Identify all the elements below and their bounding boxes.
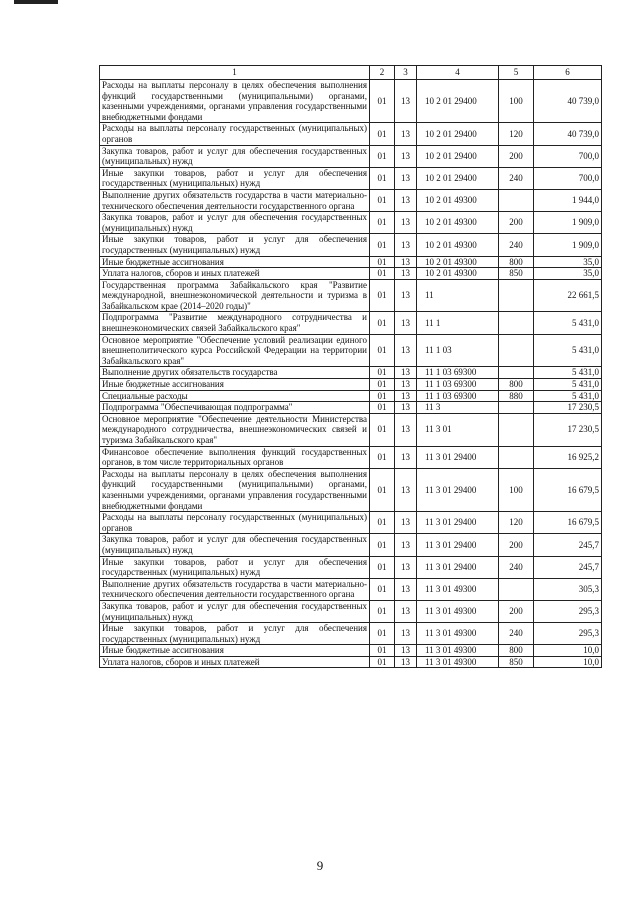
row-expense-type (499, 578, 534, 600)
row-subsection: 13 (395, 312, 417, 334)
row-expense-type: 100 (499, 80, 534, 123)
header-cell: 1 (100, 66, 370, 80)
row-expense-type (499, 312, 534, 334)
row-amount: 5 431,0 (534, 390, 602, 402)
row-subsection: 13 (395, 534, 417, 556)
table-row (100, 512, 602, 534)
row-section: 01 (370, 379, 395, 391)
row-section: 01 (370, 468, 395, 511)
row-description: Специальные расходы (100, 390, 370, 402)
table-row (100, 468, 602, 511)
row-target-article: 11 3 01 29400 (417, 446, 499, 468)
row-description: Закупка товаров, работ и услуг для обеспечения государственных (муниципальных) нужд (100, 534, 370, 556)
row-target-article: 10 2 01 49300 (417, 234, 499, 256)
row-section: 01 (370, 402, 395, 414)
row-amount: 40 739,0 (534, 123, 602, 145)
row-description: Основное мероприятие "Обеспечение условий реализации единого внешнеполитического курса Российской Федерации на территории Забайкальского края" (100, 334, 370, 367)
row-target-article: 11 1 03 (417, 334, 499, 367)
row-amount: 295,3 (534, 600, 602, 622)
table-row (100, 334, 602, 367)
row-amount: 5 431,0 (534, 312, 602, 334)
row-expense-type: 850 (499, 268, 534, 280)
row-amount: 5 431,0 (534, 367, 602, 379)
table-row (100, 556, 602, 578)
row-description: Подпрограмма "Развитие международного сотрудничества и внешнеэкономических связей Забайкальского края" (100, 312, 370, 334)
row-subsection: 13 (395, 402, 417, 414)
table-row (100, 379, 602, 391)
row-section: 01 (370, 80, 395, 123)
row-section: 01 (370, 645, 395, 657)
table-row (100, 279, 602, 312)
row-amount: 5 431,0 (534, 334, 602, 367)
header-cell: 4 (417, 66, 499, 80)
row-amount: 17 230,5 (534, 402, 602, 414)
row-amount: 245,7 (534, 534, 602, 556)
table-row (100, 167, 602, 189)
row-subsection: 13 (395, 268, 417, 280)
row-section: 01 (370, 446, 395, 468)
row-description: Финансовое обеспечение выполнения функций государственных органов, в том числе территориальных органов (100, 446, 370, 468)
row-section: 01 (370, 556, 395, 578)
row-description: Иные бюджетные ассигнования (100, 645, 370, 657)
table-row (100, 234, 602, 256)
row-expense-type: 800 (499, 379, 534, 391)
table-row (100, 402, 602, 414)
row-expense-type: 200 (499, 212, 534, 234)
table-row (100, 212, 602, 234)
row-target-article: 11 3 01 29400 (417, 534, 499, 556)
row-expense-type: 850 (499, 656, 534, 668)
table-row (100, 312, 602, 334)
table-row (100, 578, 602, 600)
row-amount: 40 739,0 (534, 80, 602, 123)
row-amount: 5 431,0 (534, 379, 602, 391)
row-expense-type: 120 (499, 512, 534, 534)
table-row (100, 623, 602, 645)
row-description: Иные закупки товаров, работ и услуг для обеспечения государственных (муниципальных) нужд (100, 623, 370, 645)
table-row (100, 80, 602, 123)
row-target-article: 11 3 01 29400 (417, 512, 499, 534)
row-expense-type: 120 (499, 123, 534, 145)
row-amount: 16 925,2 (534, 446, 602, 468)
row-target-article: 11 1 03 69300 (417, 379, 499, 391)
row-expense-type (499, 402, 534, 414)
row-subsection: 13 (395, 279, 417, 312)
row-target-article: 11 1 03 69300 (417, 390, 499, 402)
row-expense-type (499, 334, 534, 367)
row-target-article: 11 3 01 (417, 413, 499, 446)
row-target-article: 10 2 01 29400 (417, 145, 499, 167)
row-subsection: 13 (395, 556, 417, 578)
row-description: Иные бюджетные ассигнования (100, 379, 370, 391)
row-amount: 245,7 (534, 556, 602, 578)
row-subsection: 13 (395, 600, 417, 622)
page-number: 9 (316, 858, 324, 873)
row-amount: 16 679,5 (534, 468, 602, 511)
row-subsection: 13 (395, 645, 417, 657)
row-section: 01 (370, 512, 395, 534)
row-amount: 22 661,5 (534, 279, 602, 312)
row-description: Закупка товаров, работ и услуг для обеспечения государственных (муниципальных) нужд (100, 145, 370, 167)
row-target-article: 11 (417, 279, 499, 312)
row-amount: 10,0 (534, 645, 602, 657)
row-subsection: 13 (395, 256, 417, 268)
row-expense-type: 200 (499, 600, 534, 622)
table-row (100, 600, 602, 622)
row-section: 01 (370, 123, 395, 145)
row-subsection: 13 (395, 578, 417, 600)
table-row (100, 367, 602, 379)
corner-mark (14, 0, 58, 4)
table-row (100, 123, 602, 145)
row-subsection: 13 (395, 189, 417, 211)
row-description: Расходы на выплаты персоналу государственных (муниципальных) органов (100, 512, 370, 534)
header-cell: 5 (499, 66, 534, 80)
row-expense-type: 240 (499, 234, 534, 256)
row-section: 01 (370, 623, 395, 645)
row-description: Выполнение других обязательств государства в части материально-технического обеспечения деятельности государственного органа (100, 578, 370, 600)
row-amount: 1 944,0 (534, 189, 602, 211)
row-target-article: 11 3 01 49300 (417, 656, 499, 668)
row-target-article: 10 2 01 49300 (417, 256, 499, 268)
row-description: Расходы на выплаты персоналу в целях обеспечения выполнения функций государственными (муниципальными) органами, казенными учреждениями, органами управления государственными внебюджетными фондами (100, 468, 370, 511)
table-row (100, 446, 602, 468)
row-subsection: 13 (395, 379, 417, 391)
row-section: 01 (370, 189, 395, 211)
table-row (100, 189, 602, 211)
row-expense-type: 800 (499, 645, 534, 657)
row-description: Расходы на выплаты персоналу государственных (муниципальных) органов (100, 123, 370, 145)
row-expense-type (499, 413, 534, 446)
header-cell: 3 (395, 66, 417, 80)
row-amount: 16 679,5 (534, 512, 602, 534)
row-amount: 700,0 (534, 167, 602, 189)
row-description: Государственная программа Забайкальского края "Развитие международной, внешнеэкономической деятельности и туризма в Забайкальском крае (2014–2020 годы)" (100, 279, 370, 312)
row-amount: 295,3 (534, 623, 602, 645)
row-description: Иные закупки товаров, работ и услуг для обеспечения государственных (муниципальных) нужд (100, 167, 370, 189)
table-row (100, 268, 602, 280)
row-amount: 35,0 (534, 256, 602, 268)
row-amount: 35,0 (534, 268, 602, 280)
row-description: Иные закупки товаров, работ и услуг для обеспечения государственных (муниципальных) нужд (100, 234, 370, 256)
row-target-article: 11 3 01 49300 (417, 578, 499, 600)
row-section: 01 (370, 312, 395, 334)
row-section: 01 (370, 268, 395, 280)
row-target-article: 10 2 01 49300 (417, 189, 499, 211)
row-section: 01 (370, 212, 395, 234)
row-description: Уплата налогов, сборов и иных платежей (100, 268, 370, 280)
row-description: Закупка товаров, работ и услуг для обеспечения государственных (муниципальных) нужд (100, 212, 370, 234)
row-subsection: 13 (395, 123, 417, 145)
row-section: 01 (370, 145, 395, 167)
table-row (100, 145, 602, 167)
row-description: Основное мероприятие "Обеспечение деятельности Министерства международного сотрудничества, внешнеэкономических связей и туризма Забайкальского края" (100, 413, 370, 446)
row-section: 01 (370, 534, 395, 556)
row-target-article: 11 3 01 29400 (417, 468, 499, 511)
table-row (100, 645, 602, 657)
row-target-article: 11 3 (417, 402, 499, 414)
row-section: 01 (370, 167, 395, 189)
row-target-article: 10 2 01 29400 (417, 80, 499, 123)
row-description: Иные закупки товаров, работ и услуг для обеспечения государственных (муниципальных) нужд (100, 556, 370, 578)
row-expense-type: 240 (499, 556, 534, 578)
row-subsection: 13 (395, 656, 417, 668)
table-row (100, 256, 602, 268)
row-section: 01 (370, 256, 395, 268)
row-target-article: 11 3 01 49300 (417, 645, 499, 657)
row-target-article: 10 2 01 49300 (417, 268, 499, 280)
header-cell: 2 (370, 66, 395, 80)
row-description: Расходы на выплаты персоналу в целях обеспечения выполнения функций государственными (муниципальными) органами, казенными учреждениями, органами управления государственными внебюджетными фондами (100, 80, 370, 123)
row-expense-type: 200 (499, 534, 534, 556)
row-section: 01 (370, 390, 395, 402)
row-subsection: 13 (395, 367, 417, 379)
row-description: Закупка товаров, работ и услуг для обеспечения государственных (муниципальных) нужд (100, 600, 370, 622)
row-expense-type: 200 (499, 145, 534, 167)
row-description: Выполнение других обязательств государства в части материально-технического обеспечения деятельности государственного органа (100, 189, 370, 211)
row-section: 01 (370, 600, 395, 622)
table-header-row (100, 66, 602, 80)
table-row (100, 413, 602, 446)
row-expense-type (499, 446, 534, 468)
row-description: Подпрограмма "Обеспечивающая подпрограмма" (100, 402, 370, 414)
row-target-article: 11 3 01 49300 (417, 623, 499, 645)
row-expense-type (499, 189, 534, 211)
row-description: Выполнение других обязательств государства (100, 367, 370, 379)
row-target-article: 10 2 01 29400 (417, 123, 499, 145)
row-subsection: 13 (395, 145, 417, 167)
row-section: 01 (370, 367, 395, 379)
row-target-article: 11 3 01 29400 (417, 556, 499, 578)
row-amount: 10,0 (534, 656, 602, 668)
row-amount: 305,3 (534, 578, 602, 600)
row-amount: 1 909,0 (534, 234, 602, 256)
row-amount: 17 230,5 (534, 413, 602, 446)
row-subsection: 13 (395, 80, 417, 123)
row-target-article: 11 1 03 69300 (417, 367, 499, 379)
row-subsection: 13 (395, 167, 417, 189)
table-body (100, 80, 602, 668)
budget-table (99, 65, 602, 668)
row-expense-type: 100 (499, 468, 534, 511)
row-expense-type: 240 (499, 623, 534, 645)
row-expense-type: 240 (499, 167, 534, 189)
row-section: 01 (370, 656, 395, 668)
row-description: Иные бюджетные ассигнования (100, 256, 370, 268)
row-section: 01 (370, 413, 395, 446)
row-subsection: 13 (395, 512, 417, 534)
row-description: Уплата налогов, сборов и иных платежей (100, 656, 370, 668)
table-row (100, 656, 602, 668)
table-row (100, 534, 602, 556)
row-amount: 700,0 (534, 145, 602, 167)
row-section: 01 (370, 578, 395, 600)
row-subsection: 13 (395, 334, 417, 367)
row-expense-type (499, 367, 534, 379)
row-subsection: 13 (395, 413, 417, 446)
row-subsection: 13 (395, 468, 417, 511)
row-section: 01 (370, 234, 395, 256)
row-amount: 1 909,0 (534, 212, 602, 234)
row-target-article: 10 2 01 29400 (417, 167, 499, 189)
row-subsection: 13 (395, 623, 417, 645)
row-subsection: 13 (395, 212, 417, 234)
row-target-article: 11 3 01 49300 (417, 600, 499, 622)
row-subsection: 13 (395, 234, 417, 256)
row-target-article: 11 1 (417, 312, 499, 334)
row-target-article: 10 2 01 49300 (417, 212, 499, 234)
table-row (100, 390, 602, 402)
row-section: 01 (370, 334, 395, 367)
row-expense-type (499, 279, 534, 312)
row-expense-type: 800 (499, 256, 534, 268)
row-expense-type: 880 (499, 390, 534, 402)
header-cell: 6 (534, 66, 602, 80)
row-section: 01 (370, 279, 395, 312)
row-subsection: 13 (395, 446, 417, 468)
row-subsection: 13 (395, 390, 417, 402)
